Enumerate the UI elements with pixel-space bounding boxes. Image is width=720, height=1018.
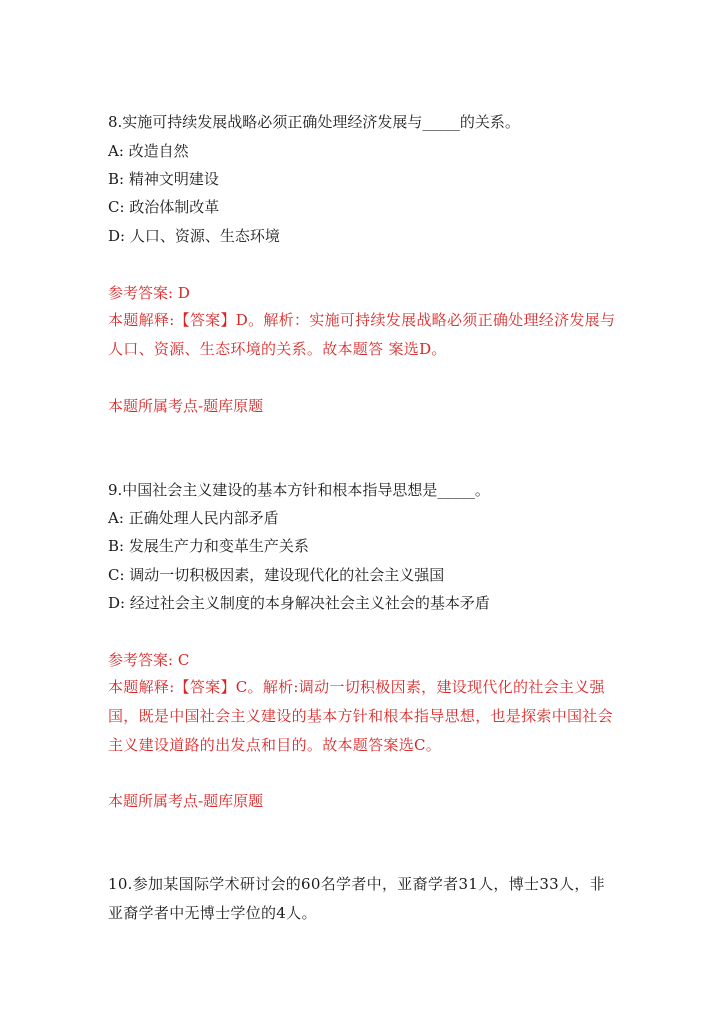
question-8-option-d: D: 人口、资源、生态环境 (108, 227, 280, 245)
question-8-answer: 参考答案: D (108, 284, 190, 302)
question-8-option-a: A: 改造自然 (108, 142, 189, 160)
question-8-stem: 8.实施可持续发展战略必须正确处理经济发展与_____的关系。 (108, 113, 520, 131)
question-8-option-c: C: 政治体制改革 (108, 198, 220, 216)
question-9-topic: 本题所属考点-题库原题 (108, 792, 264, 810)
question-9-option-d: D: 经过社会主义制度的本身解决社会主义社会的基本矛盾 (108, 594, 490, 612)
question-9-option-a: A: 正确处理人民内部矛盾 (108, 509, 279, 527)
question-8-topic: 本题所属考点-题库原题 (108, 397, 264, 415)
question-9-option-b: B: 发展生产力和变革生产关系 (108, 537, 309, 555)
question-10-stem: 10.参加某国际学术研讨会的60名学者中，亚裔学者31人，博士33人，非亚裔学者中无博士学位的4人。 (108, 875, 605, 922)
question-8-option-b: B: 精神文明建设 (108, 170, 219, 188)
question-9-explanation: 本题解释:【答案】C。解析:调动一切积极因素，建设现代化的社会主义强国，既是中国社会主义建设的基本方针和根本指导思想，也是探索中国社会主义建设道路的出发点和目的。故本题答案选C。 (108, 678, 613, 754)
question-9-option-c: C: 调动一切积极因素，建设现代化的社会主义强国 (108, 566, 445, 584)
question-8-explanation: 本题解释:【答案】D。解析：实施可持续发展战略必须正确处理经济发展与人口、资源、生态环境的关系。故本题答 案选D。 (108, 311, 616, 358)
question-9-stem: 9.中国社会主义建设的基本方针和根本指导思想是_____。 (108, 481, 490, 499)
question-9-answer: 参考答案: C (108, 651, 190, 669)
